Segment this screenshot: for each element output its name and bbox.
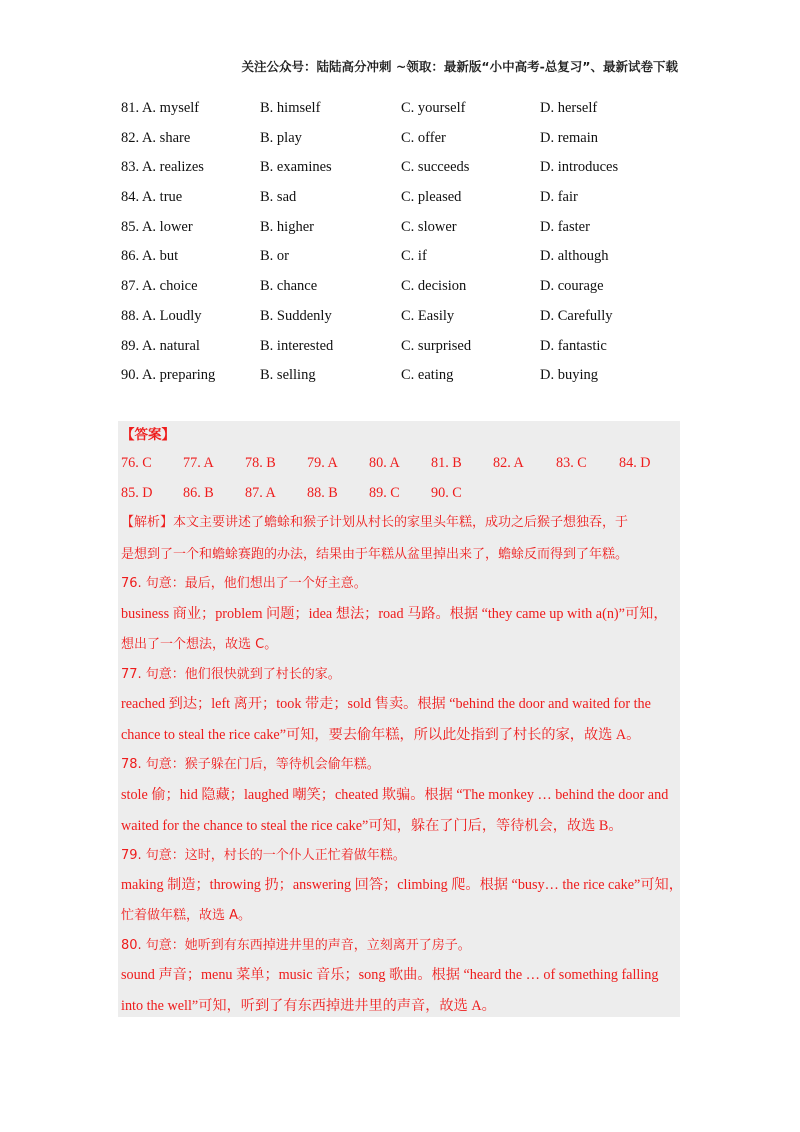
answer-item: 84. D <box>619 455 651 471</box>
answer-item: 77. A <box>183 455 214 471</box>
option-b: B. higher <box>260 218 314 235</box>
option-row <box>121 244 681 274</box>
q77-explanation: reached 到达；left 离开；took 带走；sold 售卖。根据 “behind the door and waited for the <box>121 696 651 712</box>
option-d: D. although <box>540 248 609 265</box>
option-c: C. if <box>401 248 427 265</box>
q78-explanation: waited for the chance to steal the rice cake”可知，躲在了门后，等待机会，故选 B。 <box>121 818 623 834</box>
option-row <box>121 126 681 156</box>
option-c: C. decision <box>401 278 467 295</box>
option-d: D. fantastic <box>540 337 607 354</box>
option-b: B. selling <box>260 367 316 384</box>
q77-title: 77. 句意：他们很快就到了村长的家。 <box>121 667 341 682</box>
answer-item: 88. B <box>307 485 338 501</box>
q79-title: 79. 句意：这时，村长的一个仆人正忙着做年糕。 <box>121 848 406 863</box>
option-c: C. offer <box>401 129 446 146</box>
option-a: 88. A. Loudly <box>121 307 202 324</box>
option-c: C. surprised <box>401 337 472 354</box>
q76-title: 76. 句意：最后，他们想出了一个好主意。 <box>121 576 367 591</box>
answer-item: 81. B <box>431 455 462 471</box>
option-b: B. Suddenly <box>260 307 332 324</box>
answer-item: 87. A <box>245 485 276 501</box>
option-b: B. interested <box>260 337 334 354</box>
options-list <box>121 96 681 393</box>
option-row <box>121 185 681 215</box>
option-row <box>121 274 681 304</box>
option-c: C. slower <box>401 218 457 235</box>
analysis-intro-line: 是想到了一个和蟾蜍赛跑的办法，结果由于年糕从盆里掉出来了，蟾蜍反而得到了年糕。 <box>121 547 629 562</box>
option-a: 82. A. share <box>121 129 191 146</box>
option-d: D. faster <box>540 218 590 235</box>
answer-item: 78. B <box>245 455 276 471</box>
option-b: B. himself <box>260 100 321 116</box>
q80-title: 80. 句意：她听到有东西掉进井里的声音，立刻离开了房子。 <box>121 938 471 953</box>
option-a: 81. A. myself <box>121 100 200 116</box>
option-b: B. play <box>260 129 302 146</box>
option-d: D. buying <box>540 367 598 384</box>
answer-item: 76. C <box>121 455 152 471</box>
option-row <box>121 215 681 245</box>
answer-item: 85. D <box>121 485 153 501</box>
q79-explanation: 忙着做年糕，故选 A。 <box>121 908 252 923</box>
option-row <box>121 96 681 126</box>
answer-item: 83. C <box>556 455 587 471</box>
option-c: C. pleased <box>401 189 462 206</box>
answer-row-2 <box>121 483 676 503</box>
q78-explanation: stole 偷；hid 隐藏；laughed 嘲笑；cheated 欺骗。根据 “The monkey … behind the door and <box>121 787 669 803</box>
q80-explanation: sound 声音；menu 菜单；music 音乐；song 歌曲。根据 “heard the … of something falling <box>121 967 659 983</box>
option-row <box>121 155 681 185</box>
option-b: B. examines <box>260 159 332 176</box>
answer-item: 86. B <box>183 485 214 501</box>
option-d: D. fair <box>540 189 578 206</box>
q76-explanation: 想出了一个想法，故选 C。 <box>121 637 278 652</box>
option-c: C. Easily <box>401 307 455 324</box>
option-c: C. succeeds <box>401 159 470 176</box>
option-a: 86. A. but <box>121 248 179 265</box>
q77-explanation: chance to steal the rice cake”可知，要去偷年糕，所以此处指到了村长的家，故选 A。 <box>121 727 641 743</box>
option-c: C. eating <box>401 367 454 384</box>
option-d: D. introduces <box>540 159 619 176</box>
option-d: D. courage <box>540 278 604 295</box>
answer-item: 90. C <box>431 485 462 501</box>
option-row <box>121 363 681 393</box>
option-a: 89. A. natural <box>121 337 200 354</box>
analysis-intro-line: 【解析】本文主要讲述了蟾蜍和猴子计划从村长的家里头年糕，成功之后猴子想独吞，于 <box>121 515 629 530</box>
option-b: B. sad <box>260 189 297 206</box>
answer-heading: 【答案】 <box>121 427 175 443</box>
answer-item: 79. A <box>307 455 338 471</box>
answer-row-1 <box>121 453 676 473</box>
option-d: D. Carefully <box>540 307 613 324</box>
answer-section <box>118 421 683 1017</box>
option-a: 85. A. lower <box>121 218 193 235</box>
option-a: 90. A. preparing <box>121 367 216 384</box>
option-a: 84. A. true <box>121 189 183 206</box>
answer-item: 89. C <box>369 485 400 501</box>
option-b: B. or <box>260 248 289 265</box>
option-row <box>121 304 681 334</box>
q78-title: 78. 句意：猴子躲在门后，等待机会偷年糕。 <box>121 757 380 772</box>
option-d: D. herself <box>540 100 598 116</box>
page-header: 关注公众号：陆陆高分冲刺 ~领取：最新版“小中高考-总复习”、最新试卷下载 <box>241 59 678 74</box>
option-b: B. chance <box>260 278 318 295</box>
q79-explanation: making 制造；throwing 扔；answering 回答；climbing 爬。根据 “busy… the rice cake”可知， <box>121 877 683 893</box>
option-c: C. yourself <box>401 100 466 116</box>
option-a: 83. A. realizes <box>121 159 204 176</box>
answer-item: 82. A <box>493 455 524 471</box>
option-d: D. remain <box>540 129 598 146</box>
q80-explanation: into the well”可知，听到了有东西掉进井里的声音，故选 A。 <box>121 998 496 1014</box>
option-a: 87. A. choice <box>121 278 198 295</box>
q76-explanation: business 商业；problem 问题；idea 想法；road 马路。根据 “they came up with a(n)”可知， <box>121 606 668 622</box>
option-row <box>121 334 681 364</box>
answer-item: 80. A <box>369 455 400 471</box>
